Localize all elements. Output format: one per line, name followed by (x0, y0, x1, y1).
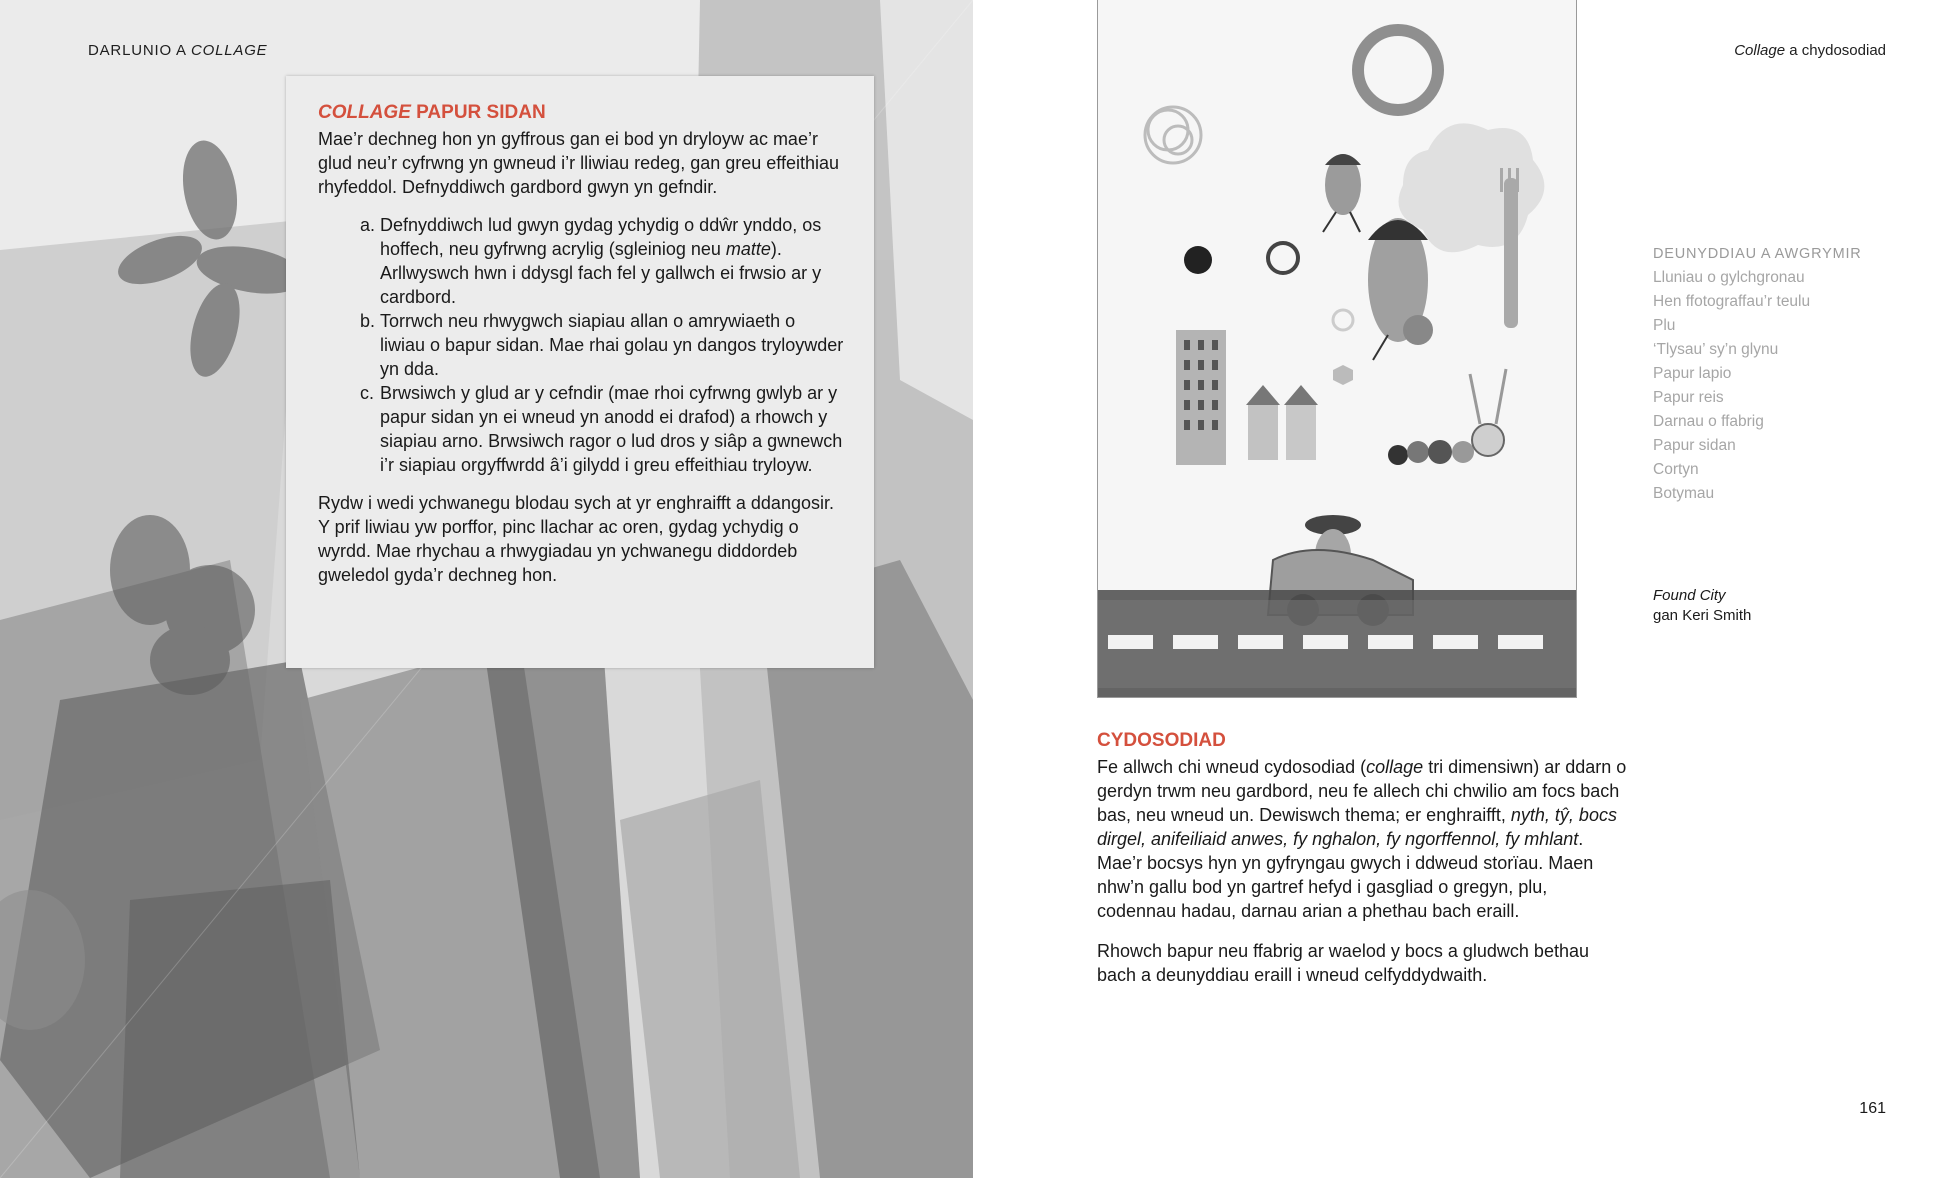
materials-item: Botymau (1653, 485, 1715, 502)
materials-item: Lluniau o gylchgronau (1653, 269, 1805, 286)
found-city-artwork (1098, 0, 1577, 698)
running-head-left-italic: COLLAGE (191, 42, 268, 59)
tall-building (1176, 330, 1226, 465)
step-c (318, 381, 844, 477)
materials-item: Cortyn (1653, 461, 1699, 478)
page-number: 161 (1859, 1100, 1886, 1117)
step-b (318, 309, 844, 381)
materials-item: Darnau o ffabrig (1653, 413, 1764, 430)
suggested-materials-list (1653, 242, 1893, 506)
illustration-caption (1653, 586, 1751, 626)
running-head-right (1734, 42, 1886, 59)
box-title (318, 102, 844, 125)
instruction-steps (318, 213, 844, 477)
materials-item: Papur lapio (1653, 365, 1732, 382)
materials-item: Papur reis (1653, 389, 1724, 406)
running-head-left-prefix: DARLUNIO A (88, 42, 191, 59)
step-c-text: Brwsiwch y glud ar y cefndir (mae rhoi cyfrwng gwlyb ar y papur sidan yn ei wneud yn anodd ei drafod) a rhowch y siapiau arno. Brwsiwch ragor o lud dros y siâp a gwnewch i’r siapiau orgyffwrdd â’i gilydd i greu effeithiau tryloyw. (380, 382, 843, 475)
step-a-mark: a. (360, 214, 376, 235)
step-c-mark: c. (360, 382, 375, 403)
road (1098, 590, 1577, 698)
running-head-right-rest: a chydosodiad (1785, 42, 1886, 59)
p1-italic-themes: nyth, tŷ, bocs dirgel, anifeiliaid anwes, fy nghalon, fy ngorffennol, fy mhlant (1097, 804, 1617, 849)
section-paragraph-2: Rhowch bapur neu ffabrig ar waelod y bocs a gludwch bethau bach a deunyddiau eraill i wneud celfyddydwaith. (1097, 940, 1589, 985)
step-a-text-after: ). Arllwyswch hwn i ddysgl fach fel y gallwch ei frwsio ar y cardbord. (380, 238, 822, 307)
p1-part-c: . Mae’r bocsys hyn yn gyfryngau gwych i ddweud storïau. Maen nhw’n gallu bod yn gartref hefyd i gasgliad o gregyn, plu, codennau hadau, darnau arian a phethau bach eraill. (1097, 828, 1594, 921)
materials-item: Plu (1653, 317, 1676, 334)
box-title-italic: COLLAGE (318, 102, 411, 123)
found-city-illustration (1097, 0, 1577, 698)
materials-item: ‘Tlysau’ sy’n glynu (1653, 341, 1779, 358)
p1-part-a: Fe allwch chi wneud cydosodiad ( (1097, 756, 1367, 777)
materials-heading: DEUNYDDIAU A AWGRYMIR (1653, 246, 1862, 262)
running-head-right-italic: Collage (1734, 42, 1786, 59)
section-paragraph-1 (1097, 755, 1627, 923)
step-a-italic: matte (725, 238, 771, 259)
p1-italic-collage: collage (1366, 756, 1424, 777)
step-b-text: Torrwch neu rhwygwch siapiau allan o amrywiaeth o liwiau o bapur sidan. Mae rhai golau yn dangos tryloywder yn dda. (380, 310, 844, 379)
materials-item: Papur sidan (1653, 437, 1736, 454)
tissue-paper-collage-box (286, 76, 874, 668)
box-closing-paragraph: Rydw i wedi ychwanegu blodau sych at yr enghraifft a ddangosir. Y prif liwiau yw porffor, pinc llachar ac oren, gydag ychydig o wyrdd. Mae rhychau a rhwygiadau yn ychwanegu diddordeb gweledol gyda’r dechneg hon. (318, 492, 834, 585)
black-button (1184, 246, 1212, 274)
step-a (318, 213, 844, 309)
p1-part-b: tri dimensiwn) ar ddarn o gerdyn trwm neu gardbord, neu fe allech chi chwilio am focs bach bas, neu wneud un. Dewiswch thema; er enghraifft, (1097, 756, 1627, 825)
section-title: CYDOSODIAD (1097, 730, 1226, 751)
step-a-text: Defnyddiwch lud gwyn gydag ychydig o ddŵr ynddo, os hoffech, neu gyfrwng acrylig (sgleiniog neu (380, 214, 822, 259)
step-b-mark: b. (360, 310, 376, 331)
box-intro-paragraph: Mae’r dechneg hon yn gyffrous gan ei bod yn dryloyw ac mae’r glud neu’r cyfrwng yn gwneud i’r lliwiau redeg, gan greu effeithiau rhyfeddol. Defnyddiwch gardbord gwyn yn gefndir. (318, 128, 839, 197)
materials-item: Hen ffotograffau’r teulu (1653, 293, 1811, 310)
caption-title: Found City (1653, 587, 1726, 604)
box-title-rest: PAPUR SIDAN (410, 102, 546, 123)
assemblage-section (1097, 730, 1627, 1003)
running-head-left (88, 42, 267, 59)
right-page (973, 0, 1946, 1178)
caption-author: gan Keri Smith (1653, 607, 1752, 624)
